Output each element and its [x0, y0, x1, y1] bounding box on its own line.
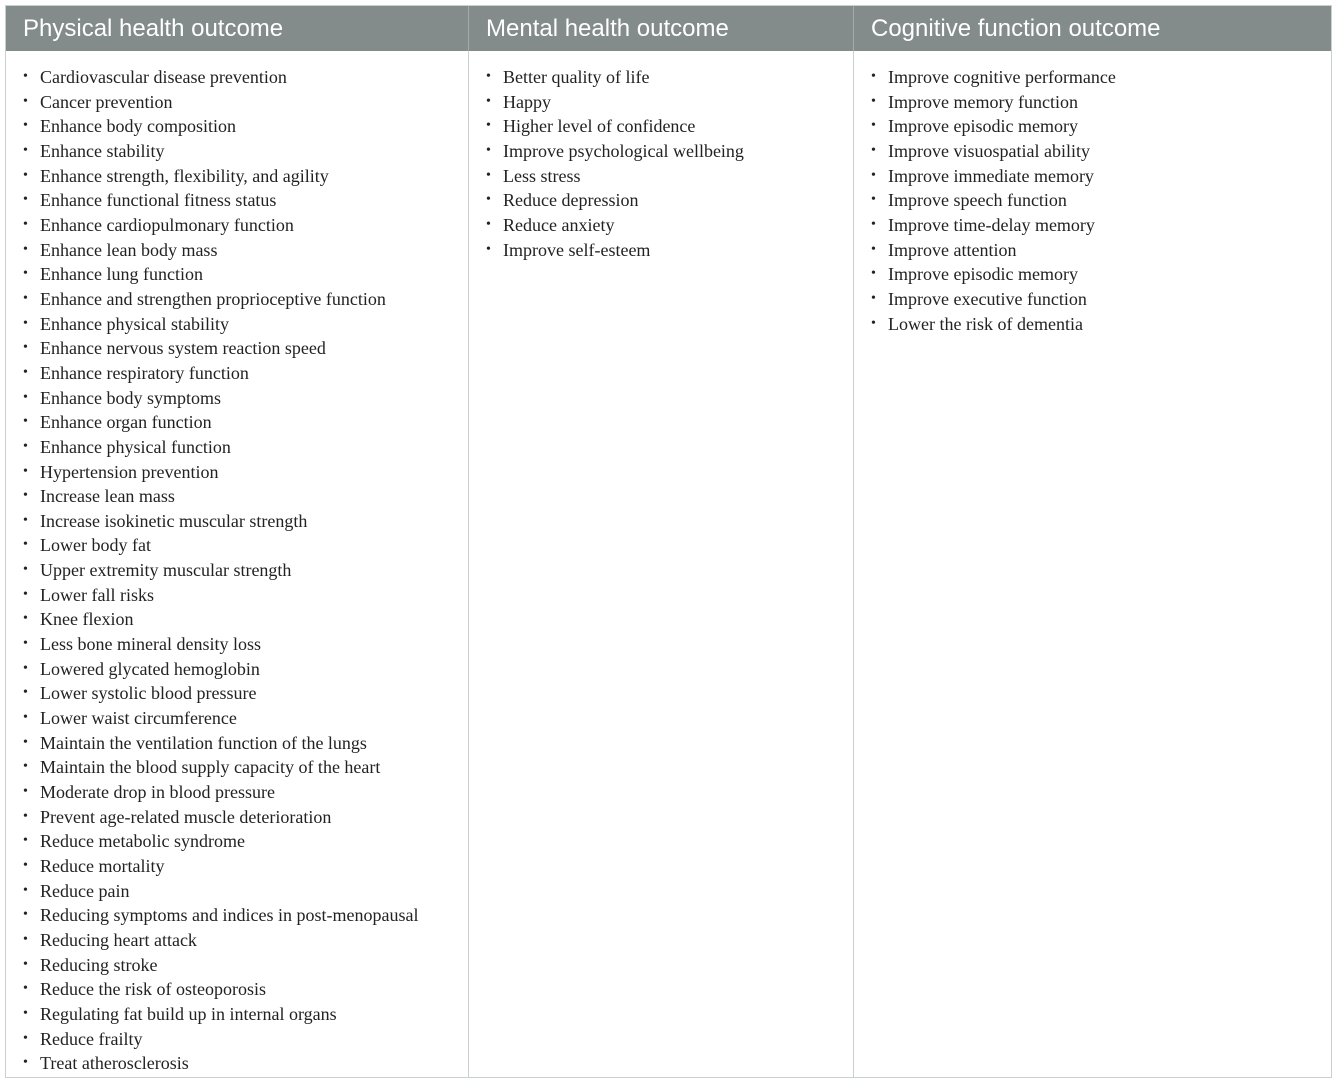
bullet-icon: • [23, 808, 28, 824]
list-item-text: Improve cognitive performance [888, 67, 1116, 87]
bullet-icon: • [23, 734, 28, 750]
list-item-text: Enhance physical stability [40, 313, 229, 334]
bullet-icon: • [23, 981, 28, 997]
bullet-icon: • [486, 69, 491, 84]
bullet-icon: • [23, 389, 28, 405]
bullet-icon: • [871, 69, 876, 84]
bullet-icon: • [871, 241, 876, 257]
bullet-icon: • [23, 216, 28, 232]
list-item [23, 805, 468, 830]
list-item [486, 213, 853, 238]
list-item-text: Improve executive function [888, 288, 1087, 309]
list-item-text: Regulating fat build up in internal organs [40, 1003, 337, 1024]
list-item-text: Prevent age-related muscle deterioration [40, 806, 332, 827]
bullet-icon: • [871, 167, 876, 183]
list-item [871, 287, 1331, 312]
list-item-text: Maintain the blood supply capacity of the heart [40, 757, 381, 778]
list-item [23, 829, 468, 854]
list-item [486, 90, 853, 115]
mental-health-list [469, 65, 853, 262]
list-item-text: Enhance organ function [40, 412, 212, 433]
bullet-icon: • [23, 142, 28, 158]
list-item [871, 213, 1331, 238]
list-item-text: Enhance functional fitness status [40, 190, 277, 211]
list-item [871, 238, 1331, 263]
list-item [23, 164, 468, 189]
list-item-text: Cancer prevention [40, 91, 173, 112]
list-item-text: Maintain the ventilation function of the lungs [40, 732, 367, 753]
bullet-icon: • [23, 93, 28, 109]
bullet-icon: • [23, 1055, 28, 1071]
list-item [23, 879, 468, 904]
list-item [871, 188, 1331, 213]
list-item [486, 164, 853, 189]
list-item [23, 262, 468, 287]
bullet-icon: • [23, 562, 28, 578]
list-item [23, 410, 468, 435]
list-item [23, 657, 468, 682]
list-item-text: Improve time-delay memory [888, 214, 1095, 235]
list-item-text: Treat atherosclerosis [40, 1053, 189, 1074]
cognitive-function-cell [854, 51, 1331, 1077]
table-body-row [6, 51, 1331, 1077]
list-item [23, 780, 468, 805]
bullet-icon: • [23, 931, 28, 947]
list-item [23, 336, 468, 361]
list-item [871, 164, 1331, 189]
list-item [23, 65, 468, 90]
cognitive-function-list [854, 65, 1331, 336]
list-item [486, 139, 853, 164]
bullet-icon: • [23, 192, 28, 208]
list-item-text: Lower systolic blood pressure [40, 683, 257, 704]
list-item-text: Reduce metabolic syndrome [40, 831, 245, 852]
list-item-text: Reduce depression [503, 190, 639, 211]
mental-health-cell [469, 51, 854, 1077]
list-item [23, 731, 468, 756]
list-item-text: Enhance strength, flexibility, and agility [40, 165, 329, 186]
bullet-icon: • [23, 660, 28, 676]
list-item-text: Reducing symptoms and indices in post-menopausal [40, 905, 419, 926]
list-item-text: Better quality of life [503, 67, 650, 87]
bullet-icon: • [486, 241, 491, 257]
bullet-icon: • [486, 192, 491, 208]
list-item-text: Knee flexion [40, 609, 134, 630]
bullet-icon: • [871, 216, 876, 232]
bullet-icon: • [23, 364, 28, 380]
bullet-icon: • [23, 636, 28, 652]
bullet-icon: • [23, 512, 28, 528]
list-item [871, 312, 1331, 337]
bullet-icon: • [23, 241, 28, 257]
bullet-icon: • [23, 118, 28, 134]
list-item [23, 706, 468, 731]
list-item-text: Enhance body composition [40, 116, 236, 137]
list-item [23, 533, 468, 558]
list-item [23, 188, 468, 213]
list-item [23, 755, 468, 780]
list-item [23, 238, 468, 263]
list-item-text: Improve memory function [888, 91, 1078, 112]
bullet-icon: • [871, 93, 876, 109]
list-item [23, 558, 468, 583]
bullet-icon: • [486, 93, 491, 109]
list-item-text: Improve episodic memory [888, 116, 1078, 137]
list-item-text: Upper extremity muscular strength [40, 560, 292, 581]
list-item [23, 361, 468, 386]
list-item-text: Lower body fat [40, 535, 151, 556]
bullet-icon: • [23, 611, 28, 627]
list-item-text: Increase lean mass [40, 486, 175, 507]
list-item [23, 928, 468, 953]
bullet-icon: • [23, 833, 28, 849]
bullet-icon: • [23, 1005, 28, 1021]
list-item-text: Reducing stroke [40, 954, 158, 975]
list-item [486, 65, 853, 90]
header-physical-health: Physical health outcome [6, 6, 469, 51]
list-item-text: Enhance cardiopulmonary function [40, 214, 294, 235]
bullet-icon: • [23, 956, 28, 972]
list-item-text: Enhance stability [40, 140, 165, 161]
list-item-text: Happy [503, 91, 551, 112]
list-item-text: Lowered glycated hemoglobin [40, 658, 260, 679]
list-item [23, 903, 468, 928]
list-item [23, 953, 468, 978]
bullet-icon: • [23, 537, 28, 553]
list-item-text: Lower waist circumference [40, 708, 237, 729]
list-item-text: Enhance lung function [40, 264, 203, 285]
bullet-icon: • [23, 266, 28, 282]
list-item-text: Enhance physical function [40, 436, 231, 457]
list-item [23, 114, 468, 139]
list-item-text: Improve psychological wellbeing [503, 140, 744, 161]
list-item-text: Enhance body symptoms [40, 387, 221, 408]
list-item [23, 90, 468, 115]
bullet-icon: • [23, 759, 28, 775]
list-item-text: Enhance nervous system reaction speed [40, 338, 326, 359]
physical-health-list [6, 65, 468, 1076]
bullet-icon: • [871, 315, 876, 331]
bullet-icon: • [871, 266, 876, 282]
list-item [23, 1051, 468, 1076]
list-item [23, 607, 468, 632]
bullet-icon: • [23, 414, 28, 430]
list-item [486, 238, 853, 263]
bullet-icon: • [23, 882, 28, 898]
list-item-text: Enhance lean body mass [40, 239, 218, 260]
list-item-text: Improve immediate memory [888, 165, 1094, 186]
list-item [23, 854, 468, 879]
list-item-text: Reduce pain [40, 880, 130, 901]
list-item-text: Higher level of confidence [503, 116, 696, 137]
table-header-row [6, 6, 1331, 51]
bullet-icon: • [486, 142, 491, 158]
bullet-icon: • [871, 192, 876, 208]
list-item [23, 312, 468, 337]
bullet-icon: • [23, 438, 28, 454]
header-mental-health: Mental health outcome [469, 6, 854, 51]
list-item [23, 509, 468, 534]
bullet-icon: • [23, 1030, 28, 1046]
list-item [23, 460, 468, 485]
list-item-text: Lower the risk of dementia [888, 313, 1083, 334]
header-cognitive-function: Cognitive function outcome [871, 15, 1161, 42]
list-item-text: Less bone mineral density loss [40, 634, 261, 655]
bullet-icon: • [23, 340, 28, 356]
list-item-text: Hypertension prevention [40, 461, 219, 482]
bullet-icon: • [486, 167, 491, 183]
list-item [23, 681, 468, 706]
bullet-icon: • [23, 586, 28, 602]
list-item [871, 262, 1331, 287]
bullet-icon: • [23, 69, 28, 84]
list-item [23, 287, 468, 312]
list-item-text: Reducing heart attack [40, 929, 197, 950]
list-item [871, 65, 1331, 90]
list-item [871, 114, 1331, 139]
outcomes-table [5, 5, 1332, 1078]
list-item-text: Less stress [503, 165, 581, 186]
bullet-icon: • [23, 315, 28, 331]
list-item [23, 139, 468, 164]
bullet-icon: • [23, 290, 28, 306]
bullet-icon: • [23, 710, 28, 726]
bullet-icon: • [871, 290, 876, 306]
list-item-text: Enhance respiratory function [40, 362, 249, 383]
physical-health-cell [6, 51, 469, 1077]
bullet-icon: • [486, 118, 491, 134]
list-item-text: Cardiovascular disease prevention [40, 67, 287, 87]
list-item-text: Reduce frailty [40, 1028, 143, 1049]
list-item [23, 435, 468, 460]
list-item-text: Lower fall risks [40, 584, 154, 605]
bullet-icon: • [871, 118, 876, 134]
bullet-icon: • [486, 216, 491, 232]
list-item [23, 977, 468, 1002]
list-item [23, 1027, 468, 1052]
bullet-icon: • [23, 784, 28, 800]
list-item [23, 386, 468, 411]
list-item-text: Improve visuospatial ability [888, 140, 1090, 161]
bullet-icon: • [23, 488, 28, 504]
bullet-icon: • [23, 907, 28, 923]
bullet-icon: • [23, 463, 28, 479]
list-item-text: Improve self-esteem [503, 239, 651, 260]
bullet-icon: • [23, 167, 28, 183]
list-item-text: Enhance and strengthen proprioceptive function [40, 288, 386, 309]
list-item-text: Reduce mortality [40, 856, 165, 876]
list-item [23, 484, 468, 509]
bullet-icon: • [871, 142, 876, 158]
list-item [871, 139, 1331, 164]
list-item [23, 1002, 468, 1027]
list-item [486, 114, 853, 139]
list-item [23, 213, 468, 238]
list-item-text: Improve speech function [888, 190, 1067, 211]
list-item [23, 583, 468, 608]
list-item-text: Improve episodic memory [888, 264, 1078, 285]
list-item-text: Reduce the risk of osteoporosis [40, 979, 266, 1000]
list-item [486, 188, 853, 213]
bullet-icon: • [23, 685, 28, 701]
list-item-text: Improve attention [888, 239, 1017, 260]
bullet-icon: • [23, 858, 28, 873]
list-item-text: Reduce anxiety [503, 214, 615, 235]
list-item-text: Moderate drop in blood pressure [40, 782, 275, 803]
list-item-text: Increase isokinetic muscular strength [40, 510, 308, 531]
list-item [871, 90, 1331, 115]
list-item [23, 632, 468, 657]
